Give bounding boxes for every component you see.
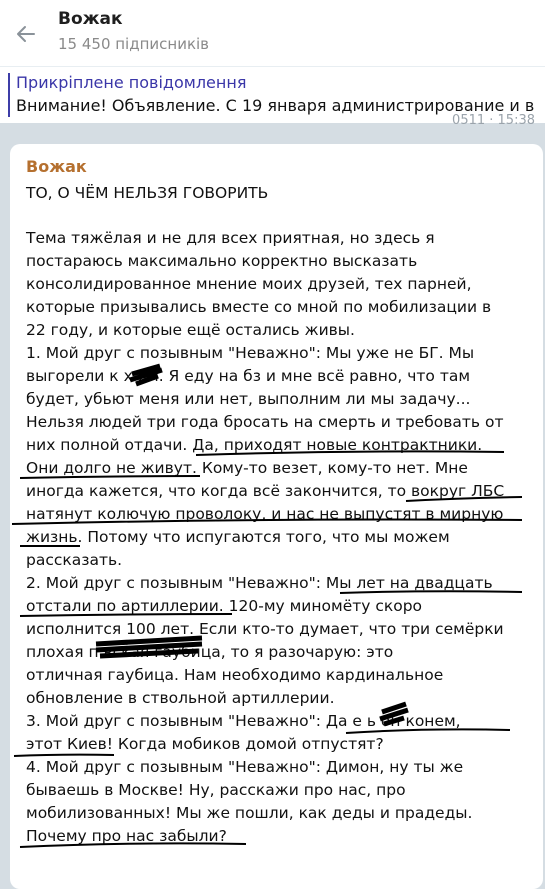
message-line: обновление в ствольной артиллерии.: [26, 689, 335, 707]
message-line: этот Киев! Когда мобиков домой отпустят?: [26, 735, 384, 753]
message-line: 1. Мой друг с позывным "Неважно": Мы уже не БГ. Мы: [26, 344, 475, 362]
message-line: постараюсь максимально корректно высказать: [26, 252, 418, 270]
message-line: натянут колючую проволоку, и нас не выпустят в мирную: [26, 505, 504, 523]
message-line: отстали по артиллерии. 120-му миномёту скоро: [26, 597, 423, 615]
message-line: 2. Мой друг с позывным "Неважно": Мы лет на двадцать: [26, 574, 493, 592]
message-line: них полной отдачи. Да, приходят новые контрактники.: [26, 436, 483, 454]
message-line: выгорели к х ям. Я еду на бз и мне всё равно, что там: [26, 367, 471, 385]
pinned-title: Прикріплене повідомлення: [16, 73, 247, 92]
message-line: бываешь в Москве! Ну, расскажи про нас, про: [26, 781, 406, 799]
message-line: исполнится 100 лет. Если кто-то думает, что три семёрки: [26, 620, 504, 638]
message-sender[interactable]: Вожак: [26, 157, 87, 176]
message-line: Почему про нас забыли?: [26, 827, 227, 845]
message-line: консолидированное мнение моих друзей, тех парней,: [26, 275, 472, 293]
message-line: плохая п вская гаубица, то я разочарую: это: [26, 643, 394, 661]
message-line: 3. Мой друг с позывным "Неважно": Да е ь он конем,: [26, 712, 461, 730]
message-line: иногда кажется, что когда всё закончится, то вокруг ЛБС: [26, 482, 505, 500]
subscriber-count: 15 450 підписників: [58, 35, 210, 53]
back-button[interactable]: [8, 16, 44, 52]
message-line: 22 году, и которые ещё остались живы.: [26, 321, 355, 339]
channel-header: [0, 0, 545, 66]
pinned-indicator: [8, 73, 10, 117]
message-bubble: [10, 144, 543, 889]
message-line: отличная гаубица. Нам необходимо кардинальное: [26, 666, 444, 684]
pinned-text: Внимание! Объявление. С 19 января администрирование и в: [16, 96, 535, 115]
message-line: мобилизованных! Мы же пошли, как деды и прадеды.: [26, 804, 473, 822]
message-line: 4. Мой друг с позывным "Неважно": Димон, ну ты же: [26, 758, 464, 776]
message-line: ТО, О ЧЁМ НЕЛЬЗЯ ГОВОРИТЬ: [26, 184, 269, 202]
message-line: которые призывались вместе со мной по мобилизации в: [26, 298, 492, 316]
message-line: Тема тяжёлая и не для всех приятная, но здесь я: [26, 229, 435, 247]
channel-title[interactable]: Вожак: [58, 9, 123, 29]
previous-message-time: 0511 · 15:38: [452, 113, 535, 128]
arrow-left-icon: [14, 22, 38, 46]
message-line: рассказать.: [26, 551, 123, 569]
message-line: Нельзя людей три года бросать на смерть и требовать от: [26, 413, 504, 431]
message-line: жизнь. Потому что испугаются того, что мы можем: [26, 528, 450, 546]
message-line: Они долго не живут. Кому-то везет, кому-то нет. Мне: [26, 459, 468, 477]
message-line: будет, убьют меня или нет, выполним ли мы задачу...: [26, 390, 471, 408]
